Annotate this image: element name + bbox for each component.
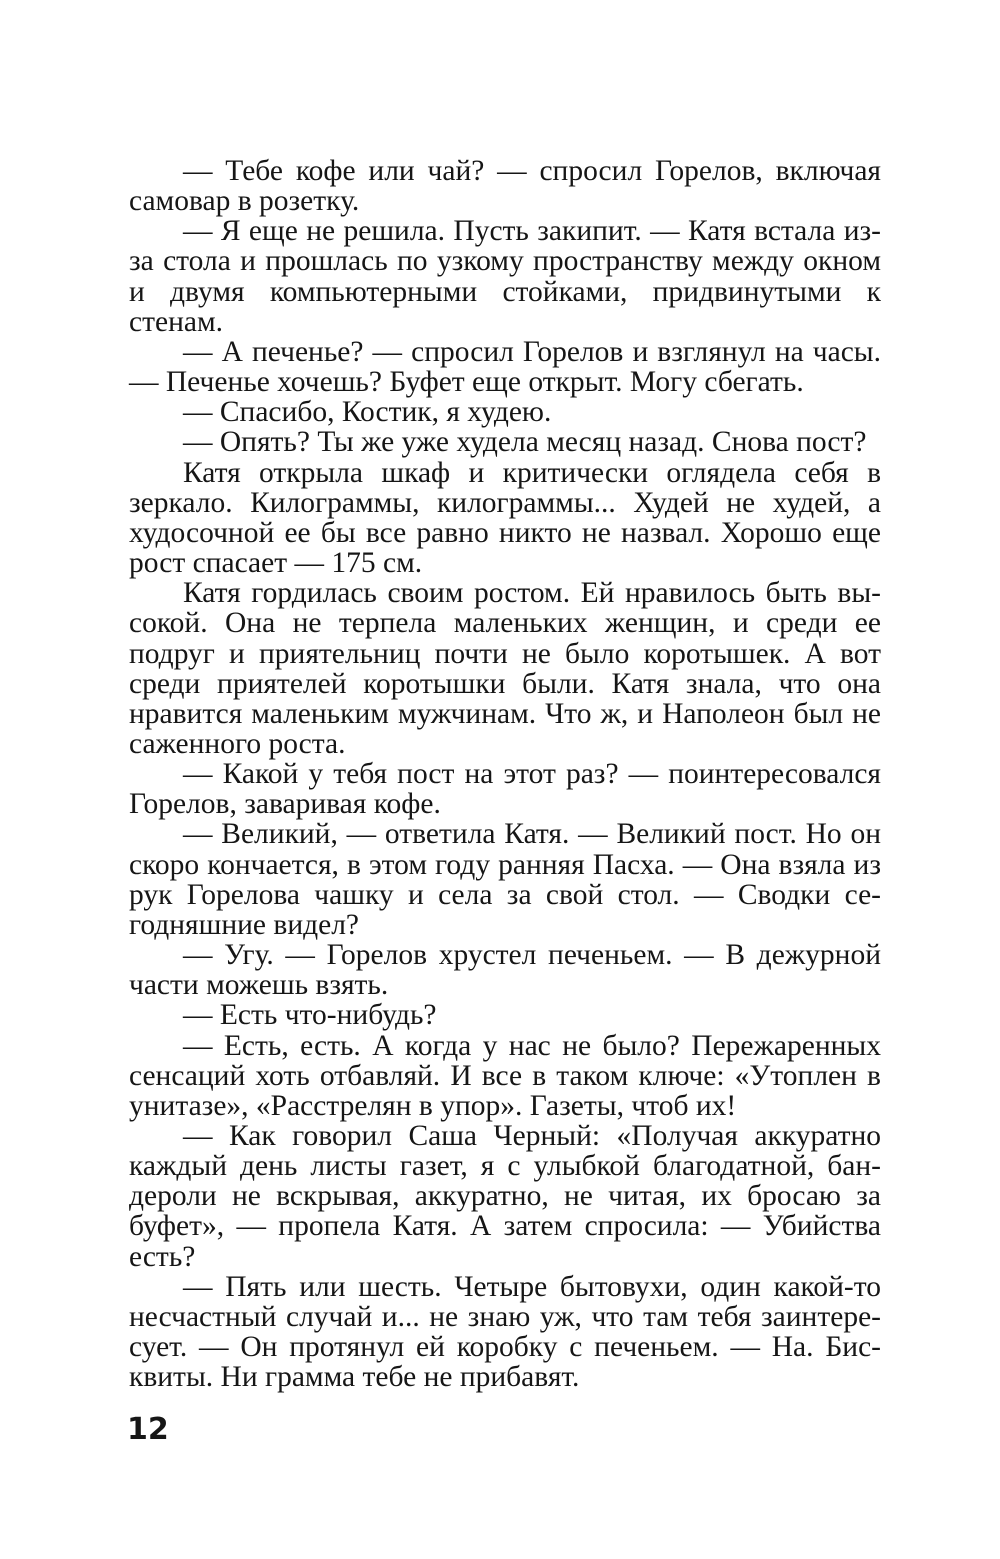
paragraph: Катя гордилась своим ростом. Ей нравилось быть высокой. Она не терпела маленьких женщин, и среди ее подруг и приятельниц почти не было коротышек. А вот среди приятелей коротышки были. Катя знала, что она нравится маленьким мужчинам. Что ж, и Наполеон был не саженного роста.	[129, 577, 881, 760]
paragraph: — Спасибо, Костик, я худею.	[183, 396, 552, 429]
paragraph: — Пять или шесть. Четыре бытовухи, один какой-то несчастный случай и... не знаю уж, что там тебя заинтересует. — Он протянул ей коробку с печеньем. — На. Бисквиты. Ни грамма тебе не прибавят.	[129, 1270, 881, 1394]
paragraph: — Великий, — ответила Катя. — Великий пост. Но он скоро кончается, в этом году ранняя Пасха. — Она взяла из рук Горелова чашку и села за свой стол. — Сводки сегодняшние видел?	[129, 818, 881, 941]
paragraph: — Как говорил Саша Черный: «Получая аккуратно каждый день листы газет, я с улыбкой благодатной, бандероли не вскрывая, аккуратно, не читая, их бросаю за буфет», — пропела Катя. А затем спросила: — Убийства есть?	[129, 1120, 881, 1273]
paragraph: — Какой у тебя пост на этот раз? — поинтересовался Горелов, заваривая кофе.	[129, 758, 881, 821]
main-text	[129, 156, 881, 1392]
paragraph: — Опять? Ты же уже худела месяц назад. Снова пост?	[183, 426, 867, 459]
paragraph: — Есть что-нибудь?	[183, 999, 437, 1032]
page-number: 12	[127, 1412, 169, 1447]
paragraph: — Я еще не решила. Пусть закипит. — Катя встала из-за стола и прошлась по узкому пространству между окном и двумя компьютерными стойками, придвинутыми к стенам.	[129, 215, 881, 338]
paragraph: — Есть, есть. А когда у нас не было? Пережаренных сенсаций хоть отбавляй. И все в таком ключе: «Утоплен в унитазе», «Расстрелян в упор». Газеты, чтоб их!	[129, 1029, 881, 1122]
paragraph: — Тебе кофе или чай? — спросил Горелов, включая самовар в розетку.	[129, 155, 881, 218]
paragraph: — Угу. — Горелов хрустел печеньем. — В дежурной части можешь взять.	[129, 939, 881, 1002]
paragraph: Катя открыла шкаф и критически оглядела себя в зеркало. Килограммы, килограммы... Худей не худей, а худосочной ее бы все равно никто не назвал. Хорошо еще рост спасает — 175 см.	[129, 456, 881, 580]
paragraph: — А печенье? — спросил Горелов и взглянул на часы. — Печенье хочешь? Буфет еще открыт. Могу сбегать.	[129, 335, 881, 399]
